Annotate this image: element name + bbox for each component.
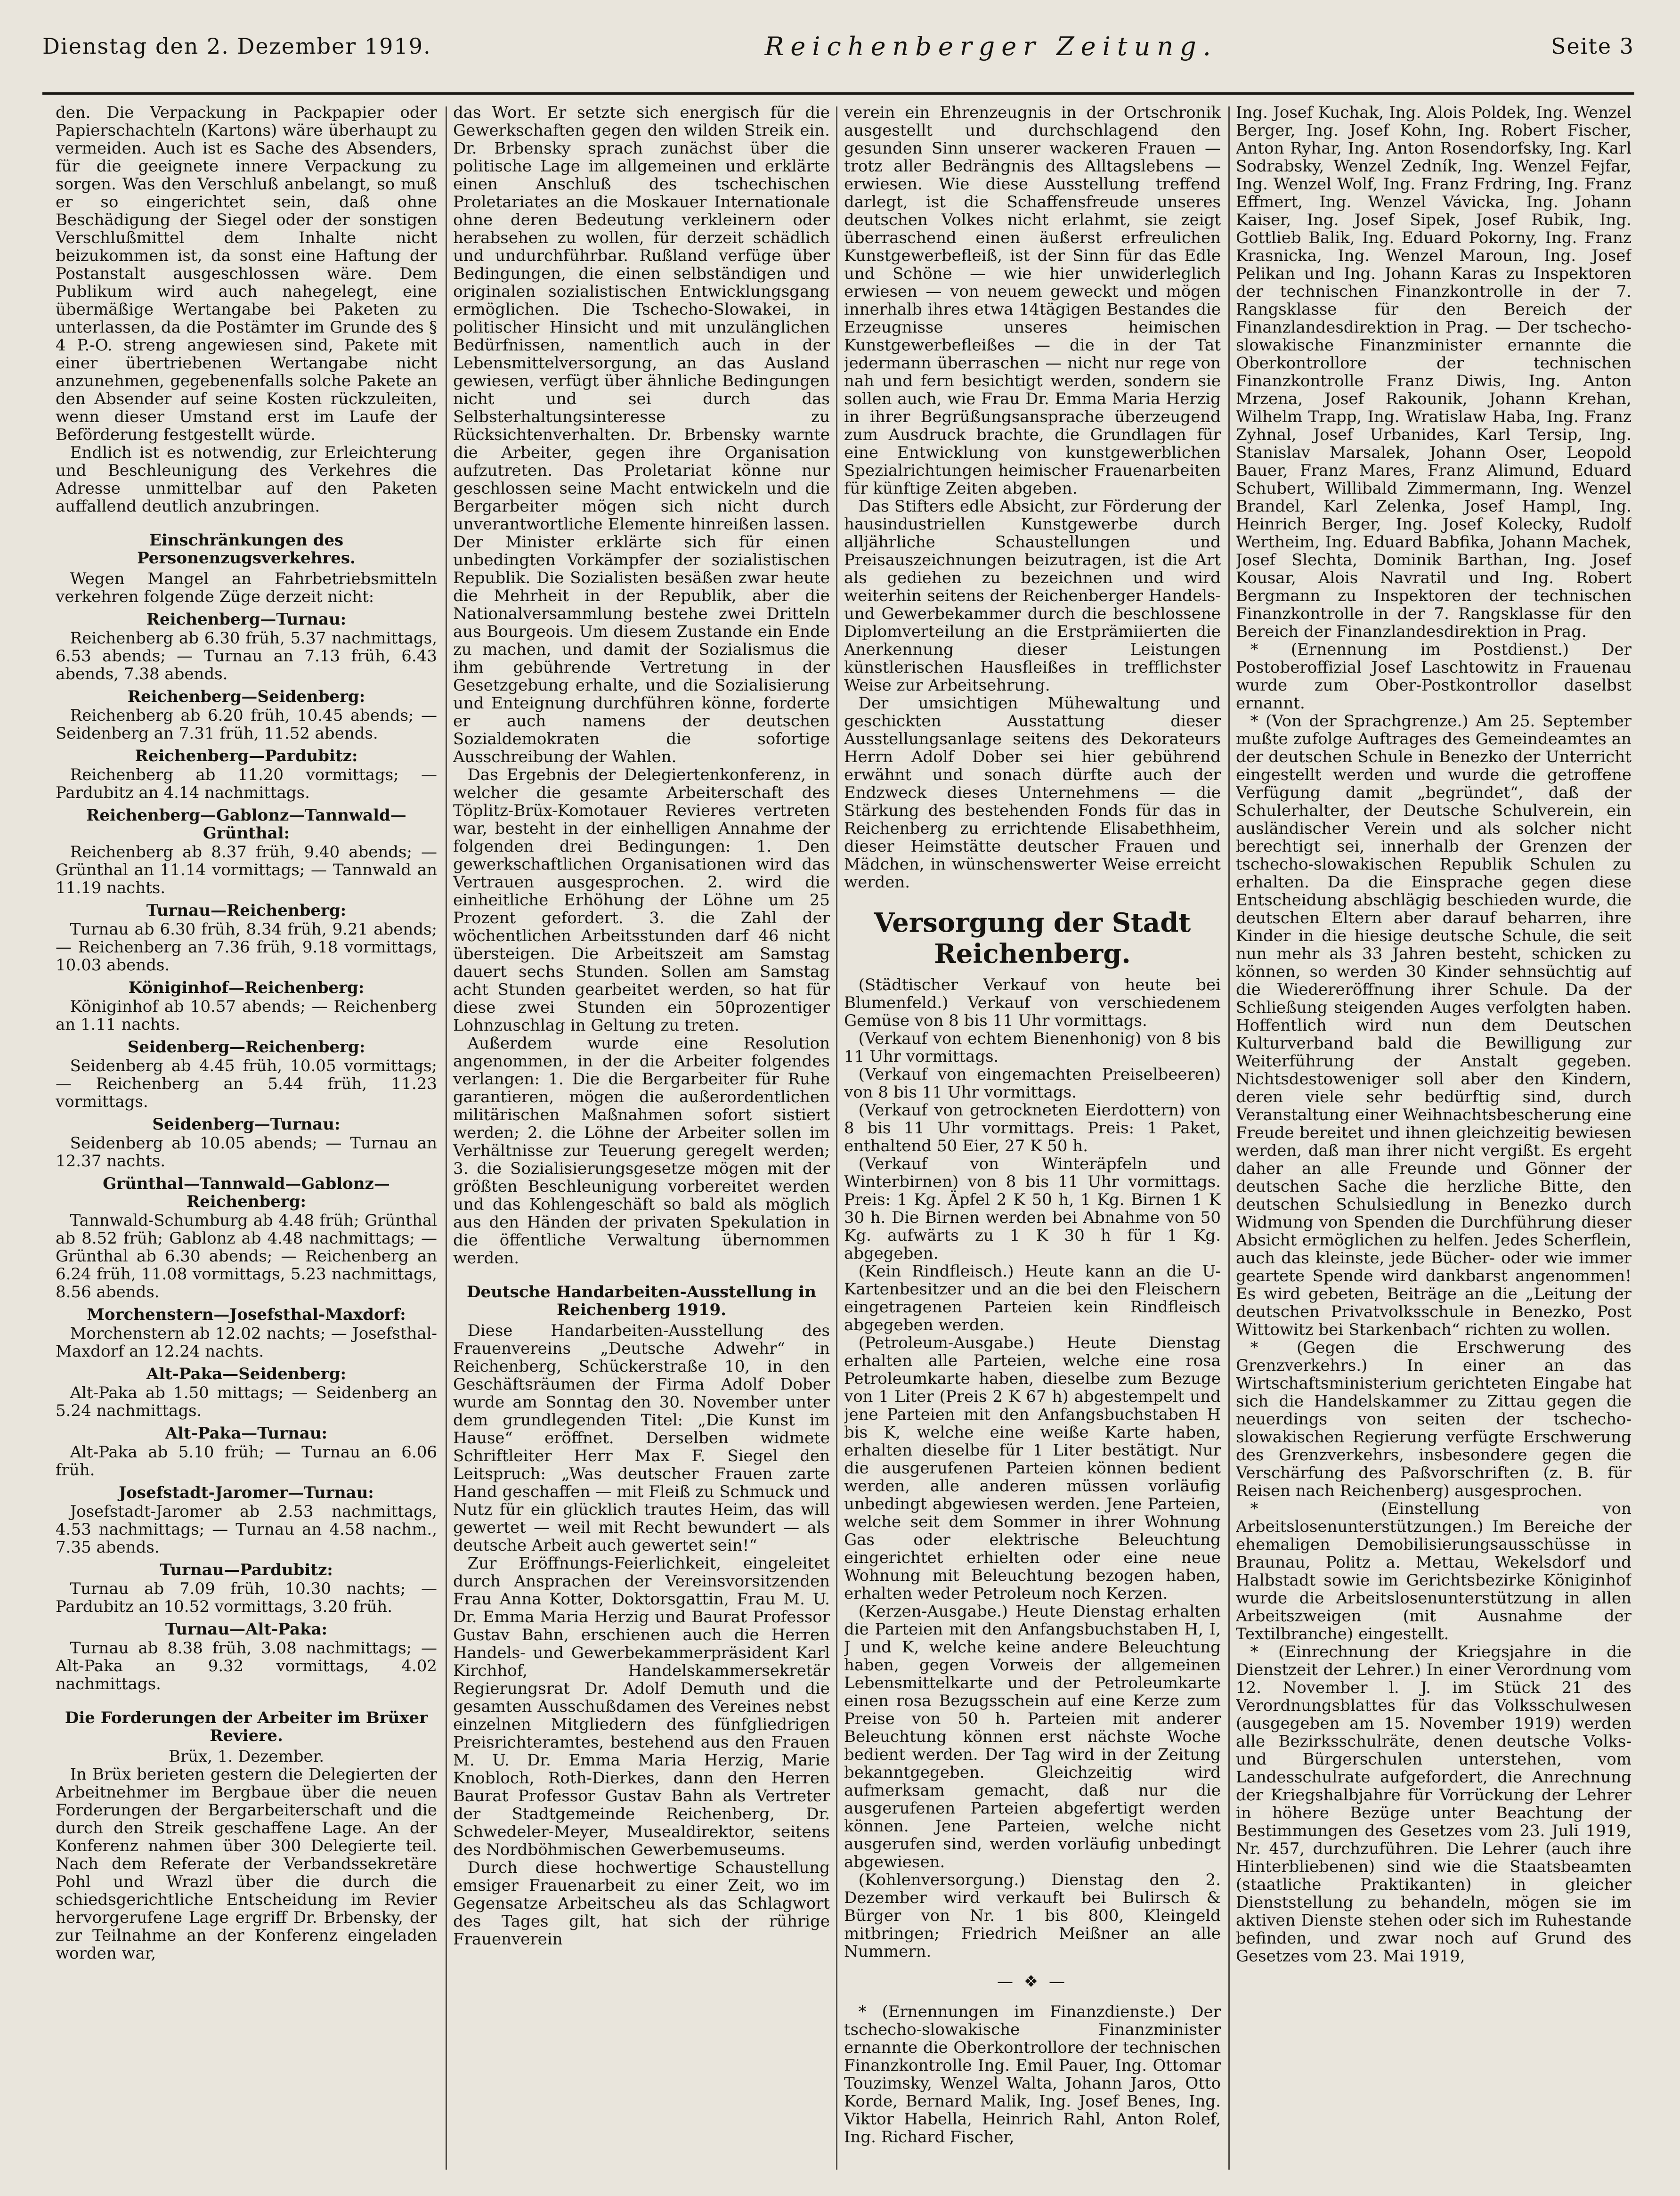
notice-paragraph: (Verkauf von echtem Bienenhonig) von 8 bis 11 Uhr vormittags. bbox=[844, 1029, 1221, 1066]
column-divider bbox=[836, 106, 837, 2170]
news-paragraph: * (Einstellung von Arbeitslosenunterstützungen.) Im Bereiche der ehemaligen Demobilisierungsausschüsse in Braunau, Politz a. Mettau, Wekelsdorf und Halbstadt sowie im Gerichtsbezirke Königinhof wurde die Arbeitslosenunterstützung in allen Arbeitszweigen (mit Ausnahme der Textilbranche) eingestellt. bbox=[1236, 1499, 1631, 1643]
notice-paragraph: (Verkauf von getrockneten Eierdottern) von 8 bis 11 Uhr vormittags. Preis: 1 Paket, enthaltend 50 Eier, 27 K 50 h. bbox=[844, 1101, 1221, 1155]
route-heading: Königinhof—Reichenberg: bbox=[128, 978, 365, 997]
route-heading: Alt-Paka—Turnau: bbox=[165, 1424, 328, 1443]
article-paragraph: das Wort. Er setzte sich energisch für die Gewerkschaften gegen den wilden Streik ein. Dr. Brbensky sprach zunächst über die politische Lage im allgemeinen und erklärte einen Anschluß des tschechischen Proletariates an die Moskauer Internationale ohne deren Bedeutung verkleinern oder herabsehen zu wollen, für derzeit schädlich und undurchführbar. Rußland verfüge über Bedingungen, die einen selbständigen und originalen sozialistischen Entwicklungsgang ermöglichen. Die Tschecho-Slowakei, in politischer Hinsicht und mit unzulänglichen Bedürfnissen, namentlich auch in der Lebensmittelversorgung, an das Ausland gewiesen, verfügt über ähnliche Bedingungen nicht und sei durch das Selbsterhaltungsinteresse zu Rücksichtenverhalten. Dr. Brbensky warnte die Arbeiter, gegen ihre Organisation aufzutreten. Das Proletariat könne nur geschlossen seine Macht entwickeln und die Bergarbeiter mögen sich nicht durch unverantwortliche Elemente hinreißen lassen. Der Minister erklärte sich für einen unbedingten Vorkämpfer der sozialistischen Republik. Die Sozialisten besäßen zwar heute die Mehrheit in der Republik, aber die Nationalversammlung bestehe zwei Dritteln aus Bourgeois. Um diesem Zustande ein Ende zu machen, und damit der Sozialismus die ihm gebührende Vertretung in der Gesetzgebung erhalte, und die Sozialisierung und Enteignung durchführen könne, forderte er auch namens der deutschen Sozialdemokraten die sofortige Ausschreibung der Wahlen. bbox=[453, 104, 830, 766]
notice-paragraph: (Petroleum-Ausgabe.) Heute Dienstag erhalten alle Parteien, welche eine rosa Petroleumkarte haben, dieselbe zum Bezuge von 1 Liter (Preis 2 K 67 h) abgestempelt und jene Parteien mit den Anfangsbuchstaben H bis K, welche eine weiße Karte haben, erhalten dieselbe für 1 Liter bestätigt. Nur die ausgerufenen Parteien können bedient werden, alle anderen müssen vorläufig unbedingt abgewiesen werden. Jene Parteien, welche seit dem Sommer in ihrer Wohnung Gas oder elektrische Beleuchtung eingerichtet erhielten oder eine neue Wohnung mit Beleuchtung bezogen haben, erhalten weder Petroleum noch Kerzen. bbox=[844, 1334, 1221, 1603]
route-heading: Grünthal—Tannwald—Gablonz—Reichenberg: bbox=[103, 1174, 390, 1211]
ornament-divider: — ❖ — bbox=[997, 1972, 1068, 1991]
section-heading: Versorgung der Stadt Reichenberg. bbox=[874, 907, 1191, 969]
route-heading: Morchenstern—Josefsthal-Maxdorf: bbox=[87, 1305, 406, 1324]
article-paragraph: In Brüx berieten gestern die Delegierten der Arbeitnehmer im Bergbaue über die neuen Forderungen der Bergarbeiterschaft und die durch den Streik geschaffene Lage. An der Konferenz nahmen über 300 Delegierte teil. Nach dem Referate der Verbandssekretäre Pohl und Wrazl über die durch die schiedsgerichtliche Entscheidung im Revier hervorgerufene Lage ergriff Dr. Brbensky, der zur Teilnahme an der Konferenz eingeladen worden war, bbox=[56, 1765, 437, 1963]
article-paragraph: Der umsichtigen Mühewaltung und geschickten Ausstattung dieser Ausstellungsanlage seitens des Dekorateurs Herrn Adolf Dober sei hier gebührend erwähnt und sonach dürfte auch der Endzweck dieses Unternehmens — die Stärkung des bestehenden Fonds für das in Reichenberg zu errichtende Elisabethheim, dieser Heimstätte deutscher Frauen und Mädchen, in wünschenswerter Weise erreicht werden. bbox=[844, 694, 1221, 892]
news-paragraph: Ing. Josef Kuchak, Ing. Alois Poldek, Ing. Wenzel Berger, Ing. Josef Kohn, Ing. Robert Fischer, Anton Ryhar, Ing. Anton Rosendorfsky, Ing. Karl Sodrabsky, Wenzel Zedník, Ing. Wenzel Fejfar, Ing. Wenzel Wolf, Ing. Franz Frdring, Ing. Franz Effmert, Ing. Wenzel Vávicka, Ing. Johann Kaiser, Ing. Josef Sipek, Josef Rubik, Ing. Gottlieb Balik, Ing. Eduard Pokorny, Ing. Franz Krasnicka, Ing. Wenzel Maroun, Ing. Josef Pelikan und Ing. Johann Karas zu Inspektoren der technischen Finanzkontrolle in der 7. Rangsklasse für den Bereich der Finanzlandesdirektion in Prag. — Der tschecho-slowakische Finanzminister ernannte die Oberkontrollore der technischen Finanzkontrolle Franz Diwis, Ing. Anton Mrzena, Josef Rakounik, Johann Krehan, Wilhelm Trapp, Ing. Wratislaw Haba, Ing. Franz Zyhnal, Josef Urbanides, Karl Tersip, Ing. Stanislav Marsalek, Johann Oser, Leopold Bauer, Franz Mares, Franz Alimund, Eduard Schubert, Willibald Zimmermann, Ing. Wenzel Brandel, Karl Zelenka, Josef Hampl, Ing. Heinrich Berger, Ing. Josef Kolecky, Rudolf Wertheim, Ing. Eduard Babfika, Johann Machek, Josef Slechta, Dominik Barthan, Ing. Josef Kousar, Alois Navratil und Ing. Robert Bergmann zu Inspektoren der technischen Finanzkontrolle in der 7. Rangsklasse für den Bereich der Finanzlandesdirektion in Prag. bbox=[1236, 104, 1631, 641]
route-heading: Reichenberg—Turnau: bbox=[146, 610, 347, 629]
section-heading: Einschränkungen des Personenzugsverkehres. bbox=[137, 531, 356, 568]
route-heading: Josefstadt-Jaromer—Turnau: bbox=[119, 1483, 374, 1502]
dateline: Brüx, 1. Dezember. bbox=[168, 1747, 325, 1766]
news-paragraph: * (Ernennungen im Finanzdienste.) Der tschecho-slowakische Finanzminister ernannte die Oberkontrollore der technischen Finanzkontrolle Ing. Emil Pauer, Ing. Ottomar Touzimsky, Wenzel Walta, Johann Jaros, Otto Korde, Bernard Malik, Ing. Josef Benes, Ing. Viktor Habella, Heinrich Rahl, Anton Rolef, Ing. Richard Fischer, bbox=[844, 2002, 1221, 2147]
article-paragraph: Das Stifters edle Absicht, zur Förderung der hausindustriellen Kunstgewerbe durch alljährliche Schaustellungen und Preisauszeichnungen beizutragen, ist die Art als gediehen zu bezeichnen und wird weiterhin seitens der Reichenberger Handels- und Gewerbekammer durch die beschlossene Diplomverteilung an die Erstprämiierten die Anerkennung dieser Leistungen künstlerischen Hausfleißes in trefflichster Weise zur Arbeitsehrung. bbox=[844, 497, 1221, 695]
article-paragraph: verein ein Ehrenzeugnis in der Ortschronik ausgestellt und durchschlagend den gesunden Sinn unserer wackeren Frauen — trotz aller Bedrängnis des Alltagslebens — erwiesen. Wie diese Ausstellung treffend darlegt, ist die Schaffensfreude unseres deutschen Volkes nicht erlahmt, sie zeigt überraschend einen äußerst erfreulichen Kunstgewerbefleiß, ist der Sinn für das Edle und Schöne — wie hier unwiderleglich erwiesen — von neuem geweckt und mögen innerhalb ihres etwa 14tägigen Bestandes die Erzeugnisse unseres heimischen Kunstgewerbefleißes — die in der Tat jedermann überraschen — nicht nur rege von nah und fern besichtigt werden, sondern sie sollen auch, wie Frau Dr. Emma Maria Herzig in ihrer Begrüßungsansprache überzeugend zum Ausdruck brachte, die Grundlagen für eine Entwicklung von kunstgewerblichen Spezialrichtungen heimischer Frauenarbeiten für künftige Zeiten abgeben. bbox=[844, 104, 1221, 498]
route-times: Seidenberg ab 4.45 früh, 10.05 vormittags; — Reichenberg an 5.44 früh, 11.23 vormittags. bbox=[56, 1057, 437, 1111]
article-paragraph: den. Die Verpackung in Packpapier oder Papierschachteln (Kartons) wäre überhaupt zu vermeiden. Auch ist es Sache des Absenders, für die geeignete innere Verpackung zu sorgen. Was den Verschluß anbelangt, so muß er so eingerichtet sein, daß ohne Beschädigung der Siegel oder der sonstigen Verschlußmittel dem Inhalte nicht beizukommen ist, da sonst eine Haftung der Postanstalt ausgeschlossen wäre. Dem Publikum wird auch nahegelegt, eine übermäßige Wertangabe bei Paketen zu unterlassen, da die Postämter im Grunde des § 4 P.-O. streng angewiesen sind, Pakete mit einer übertriebenen Wertangabe nicht anzunehmen, gegebenenfalls solche Pakete an den Absender auf seine Kosten rückzuleiten, wenn dieser Umstand erst im Laufe der Beförderung festgestellt würde. bbox=[56, 104, 437, 444]
article-paragraph: Diese Handarbeiten-Ausstellung des Frauenvereins „Deutsche Adwehr“ in Reichenberg, Schückerstraße 10, in den Geschäftsräumen der Firma Adolf Dober wurde am Sonntag den 30. November unter dem grundlegenden Titel: „Die Kunst im Hause“ eröffnet. Derselben widmete Schriftleiter Herr Max F. Siegel den Leitspruch: „Was deutscher Frauen zarte Hand geschaffen — mit Fleiß zu Schmuck und Nutz für ein glücklich trautes Heim, das will gewertet — weil mit Recht bewundert — als deutsche Arbeit auch gewertet sein!“ bbox=[453, 1321, 830, 1555]
route-times: Seidenberg ab 10.05 abends; — Turnau an 12.37 nachts. bbox=[56, 1134, 437, 1171]
article-paragraph: Außerdem wurde eine Resolution angenommen, in der die Arbeiter folgendes verlangen: 1. Die die Bergarbeiter für Ruhe garantieren, mögen die außerordentlichen militärischen Maßnahmen sofort sistiert werden; 2. die Löhne der Arbeiter sollen im Verhältnisse zur Teuerung geregelt werden; 3. die Sozialisierungsgesetze mögen mit der größten Beschleunigung vorbereitet werden und das Kohlengeschäft so bald als möglich aus den Händen der privaten Spekulation in die öffentliche Verwaltung übernommen werden. bbox=[453, 1034, 830, 1268]
column-3 bbox=[844, 104, 1221, 2167]
page-header bbox=[42, 18, 1634, 74]
route-times: Reichenberg ab 6.20 früh, 10.45 abends; — Seidenberg an 7.31 früh, 11.52 abends. bbox=[56, 706, 437, 743]
column-4 bbox=[1236, 104, 1631, 2167]
route-times: Turnau ab 6.30 früh, 8.34 früh, 9.21 abends; — Reichenberg an 7.36 früh, 9.18 vormittags, 10.03 abends. bbox=[56, 920, 437, 975]
route-times: Alt-Paka ab 5.10 früh; — Turnau an 6.06 früh. bbox=[56, 1443, 437, 1480]
route-heading: Reichenberg—Pardubitz: bbox=[135, 747, 358, 765]
route-times: Reichenberg ab 11.20 vormittags; — Pardubitz an 4.14 nachmittags. bbox=[56, 765, 437, 802]
notice-paragraph: (Städtischer Verkauf von heute bei Blumenfeld.) Verkauf von verschiedenem Gemüse von 8 bis 11 Uhr vormittags. bbox=[844, 976, 1221, 1030]
route-heading: Seidenberg—Turnau: bbox=[152, 1115, 341, 1134]
route-times: Morchenstern ab 12.02 nachts; — Josefsthal-Maxdorf an 12.24 nachts. bbox=[56, 1324, 437, 1361]
article-paragraph: Wegen Mangel an Fahrbetriebsmitteln verkehren folgende Züge derzeit nicht: bbox=[56, 569, 437, 606]
notice-paragraph: (Kerzen-Ausgabe.) Heute Dienstag erhalten die Parteien mit den Anfangsbuchstaben H, I, J und K, welche keine andere Beleuchtung haben, gegen Vorweis der allgemeinen Lebensmittelkarte und der Petroleumkarte einen rosa Bezugsschein auf eine Kerze zum Preise von 50 h. Parteien mit anderer Beleuchtung können erst nächste Woche bedient werden. Der Tag wird in der Zeitung bekanntgegeben. Gleichzeitig wird aufmerksam gemacht, daß nur die ausgerufenen Parteien abgefertigt werden können. Jene Parteien, welche nicht ausgerufen sind, werden vorläufig unbedingt abgewiesen. bbox=[844, 1602, 1221, 1871]
page-number: Seite 3 bbox=[1550, 33, 1634, 59]
column-2 bbox=[453, 104, 830, 2167]
notice-paragraph: (Kohlenversorgung.) Dienstag den 2. Dezember wird verkauft bei Bulirsch & Bürger von Nr. 1 bis 800, Kleingeld mitbringen; Friedrich Meißner an alle Nummern. bbox=[844, 1871, 1221, 1961]
column-divider bbox=[1228, 106, 1230, 2170]
column-1 bbox=[56, 104, 437, 2167]
route-times: Turnau ab 7.09 früh, 10.30 nachts; — Pardubitz an 10.52 vormittags, 3.20 früh. bbox=[56, 1579, 437, 1616]
route-heading: Turnau—Pardubitz: bbox=[160, 1561, 333, 1579]
news-paragraph: * (Ernennung im Postdienst.) Der Postoberoffizial Josef Laschtowitz in Frauenau wurde zum Ober-Postkontrollor daselbst ernannt. bbox=[1236, 640, 1631, 713]
article-paragraph: Endlich ist es notwendig, zur Erleichterung und Beschleunigung des Verkehres die Adresse unmittelbar auf den Paketen auffallend deutlich anzubringen. bbox=[56, 443, 437, 516]
header-rule bbox=[42, 92, 1634, 95]
section-heading: Die Forderungen der Arbeiter im Brüxer Reviere. bbox=[65, 1708, 428, 1745]
route-heading: Reichenberg—Gablonz—Tannwald—Grünthal: bbox=[86, 806, 406, 843]
notice-paragraph: (Verkauf von Winteräpfeln und Winterbirnen) von 8 bis 11 Uhr vormittags. Preis: 1 Kg. Äpfel 2 K 50 h, 1 Kg. Birnen 1 K 30 h. Die Birnen werden bei Abnahme von 50 Kg. aufwärts zu 1 K 30 h für 1 Kg. abgegeben. bbox=[844, 1155, 1221, 1263]
route-times: Alt-Paka ab 1.50 mittags; — Seidenberg an 5.24 nachmittags. bbox=[56, 1383, 437, 1420]
route-times: Tannwald-Schumburg ab 4.48 früh; Grünthal ab 8.52 früh; Gablonz ab 4.48 nachmittags; — Grünthal ab 6.30 abends; — Reichenberg an 6.24 früh, 11.08 vormittags, 5.23 nachmittags, 8.56 abends. bbox=[56, 1211, 437, 1301]
column-divider bbox=[446, 106, 447, 2170]
issue-date: Dienstag den 2. Dezember 1919. bbox=[42, 33, 431, 59]
section-heading: Deutsche Handarbeiten-Ausstellung in Reichenberg 1919. bbox=[467, 1283, 816, 1319]
route-times: Turnau ab 8.38 früh, 3.08 nachmittags; — Alt-Paka an 9.32 vormittags, 4.02 nachmittags. bbox=[56, 1639, 437, 1693]
news-paragraph: * (Gegen die Erschwerung des Grenzverkehrs.) In einer an das Wirtschaftsministerium gerichteten Eingabe hat sich die Handelskammer zu Zittau gegen die neuerdings von seiten der tschecho-slowakischen Regierung verfügte Erschwerung des Grenzverkehrs, insbesondere gegen die Verschärfung des Paßvorschriften (z. B. für Reisen nach Reichenberg) ausgesprochen. bbox=[1236, 1338, 1631, 1500]
route-heading: Seidenberg—Reichenberg: bbox=[127, 1038, 365, 1057]
newspaper-title: Reichenberger Zeitung. bbox=[764, 31, 1217, 61]
notice-paragraph: (Kein Rindfleisch.) Heute kann an die U-Kartenbesitzer und an die bei den Fleischern eingetragenen Parteien kein Rindfleisch abgegeben werden. bbox=[844, 1262, 1221, 1334]
route-times: Reichenberg ab 6.30 früh, 5.37 nachmittags, 6.53 abends; — Turnau an 7.13 früh, 6.43 abends, 7.38 abends. bbox=[56, 629, 437, 683]
article-paragraph: Zur Eröffnungs-Feierlichkeit, eingeleitet durch Ansprachen der Vereinsvorsitzenden Frau Anna Kotter, Doktorsgattin, Frau M. U. Dr. Emma Maria Herzig und Baurat Professor Gustav Bahn, erschienen auch die Herren Handels- und Gewerbekammerpräsident Karl Kirchhof, Handelskammersekretär Regierungsrat Dr. Adolf Demuth und die gesamten Ausschußdamen des Vereines nebst einzelnen Mitgliedern des fünfgliedrigen Preisrichteramtes, bestehend aus den Frauen M. U. Dr. Emma Maria Herzig, Marie Knobloch, Roth-Dierkes, dann den Herren Baurat Professor Gustav Bahn als Vertreter der Stadtgemeinde Reichenberg, Dr. Schwedeler-Meyer, Musealdirektor, seitens des Nordböhmischen Gewerbemuseums. bbox=[453, 1554, 830, 1859]
notice-paragraph: (Verkauf von eingemachten Preiselbeeren) von 8 bis 11 Uhr vormittags. bbox=[844, 1065, 1221, 1102]
news-paragraph: * (Von der Sprachgrenze.) Am 25. September mußte zufolge Auftrages des Gemeindeamtes an der deutschen Schule in Benezko der Unterricht eingestellt werden und wurde die getroffene Verfügung damit „begründet“, daß der Schulerhalter, der Deutsche Schulverein, ein ausländischer Verein und als solcher nicht berechtigt sei, innerhalb der Grenzen der tschecho-slowakischen Republik Schulen zu erhalten. Da die Einsprache gegen diese Entscheidung abschlägig beschieden wurde, die deutschen Eltern aber darauf beharren, ihre Kinder in die hiesige deutsche Schule, die seit nun mehr als 33 Jahren besteht, schicken zu können, so werden 30 Kinder sehnsüchtig auf die Wiedereröffnung ihrer Schule. Da der Schließung steigenden Auges verfolgten haben. Hoffentlich wird nun dem Deutschen Kulturverband bald die Bewilligung zur Weiterführung der Anstalt gegeben. Nichtsdestoweniger soll aber den Kindern, deren viele sehr bedürftig sind, durch Veranstaltung einer Weihnachtsbescherung eine Freude bereitet und ihnen gleichzeitig bewiesen werden, daß man ihrer nicht vergißt. Es ergeht daher an alle Freunde und Gönner der deutschen Sache die herzliche Bitte, den deutschen Schulsiedlung in Benezko durch Widmung von Spenden die Durchführung dieser Absicht ermöglichen zu helfen. Jedes Scherflein, auch das kleinste, jede Bücher- oder wie immer geartete Spende wird dankbarst angenommen! Es wird gebeten, Beiträge an die „Leitung der deutschen Privatvolksschule in Benezko, Post Wittowitz bei Starkenbach“ richten zu wollen. bbox=[1236, 712, 1631, 1339]
article-paragraph: Das Ergebnis der Delegiertenkonferenz, in welcher die gesamte Arbeiterschaft des Töplitz-Brüx-Komotauer Revieres vertreten war, besteht in der einhelligen Annahme der folgenden drei Bedingungen: 1. Den gewerkschaftlichen Organisationen wird das Vertrauen ausgesprochen. 2. wird die einheitliche Erhöhung der Löhne um 25 Prozent gefordert. 3. die Zahl der wöchentlichen Arbeitsstunden darf 46 nicht übersteigen. Die Arbeitszeit am Samstag dauert sechs Stunden. Sollen am Samstag acht Stunden gearbeitet werden, so hat für diese zwei Stunden ein 50prozentiger Lohnzuschlag in Geltung zu treten. bbox=[453, 765, 830, 1035]
route-heading: Turnau—Alt-Paka: bbox=[165, 1620, 328, 1639]
article-paragraph: Durch diese hochwertige Schaustellung emsiger Frauenarbeit zu einer Zeit, wo im Gegensatze Arbeitscheu als das Schlagwort des Tages gilt, hat sich der rührige Frauenverein bbox=[453, 1858, 830, 1949]
route-heading: Reichenberg—Seidenberg: bbox=[127, 687, 365, 706]
route-times: Königinhof ab 10.57 abends; — Reichenberg an 1.11 nachts. bbox=[56, 997, 437, 1034]
route-times: Reichenberg ab 8.37 früh, 9.40 abends; — Grünthal an 11.14 vormittags; — Tannwald an 11.19 nachts. bbox=[56, 843, 437, 897]
news-paragraph: * (Einrechnung der Kriegsjahre in die Dienstzeit der Lehrer.) In einer Verordnung vom 12. November l. J. im Stück 21 des Verordnungsblattes für das Volksschulwesen (ausgegeben am 15. November 1919) werden alle Bezirksschulräte, denen deutsche Volks- und Bürgerschulen unterstehen, vom Landesschulrate aufgefordert, die Anrechnung der Kriegshalbjahre für Vorrückung der Lehrer in höhere Bezüge unter Beachtung der Bestimmungen des Gesetzes vom 23. Juli 1919, Nr. 457, durchzuführen. Die Lehrer (auch ihre Hinterbliebenen) sind wie die Staatsbeamten (staatliche Praktikanten) in gleicher Dienststellung zu behandeln, mögen sie im aktiven Dienste stehen oder sich im Ruhestande befinden, und zwar noch auf Grund des Gesetzes vom 23. Mai 1919, bbox=[1236, 1643, 1631, 1966]
route-times: Josefstadt-Jaromer ab 2.53 nachmittags, 4.53 nachmittags; — Turnau an 4.58 nachm., 7.35 abends. bbox=[56, 1502, 437, 1557]
route-heading: Alt-Paka—Seidenberg: bbox=[146, 1365, 347, 1383]
route-heading: Turnau—Reichenberg: bbox=[146, 901, 347, 920]
